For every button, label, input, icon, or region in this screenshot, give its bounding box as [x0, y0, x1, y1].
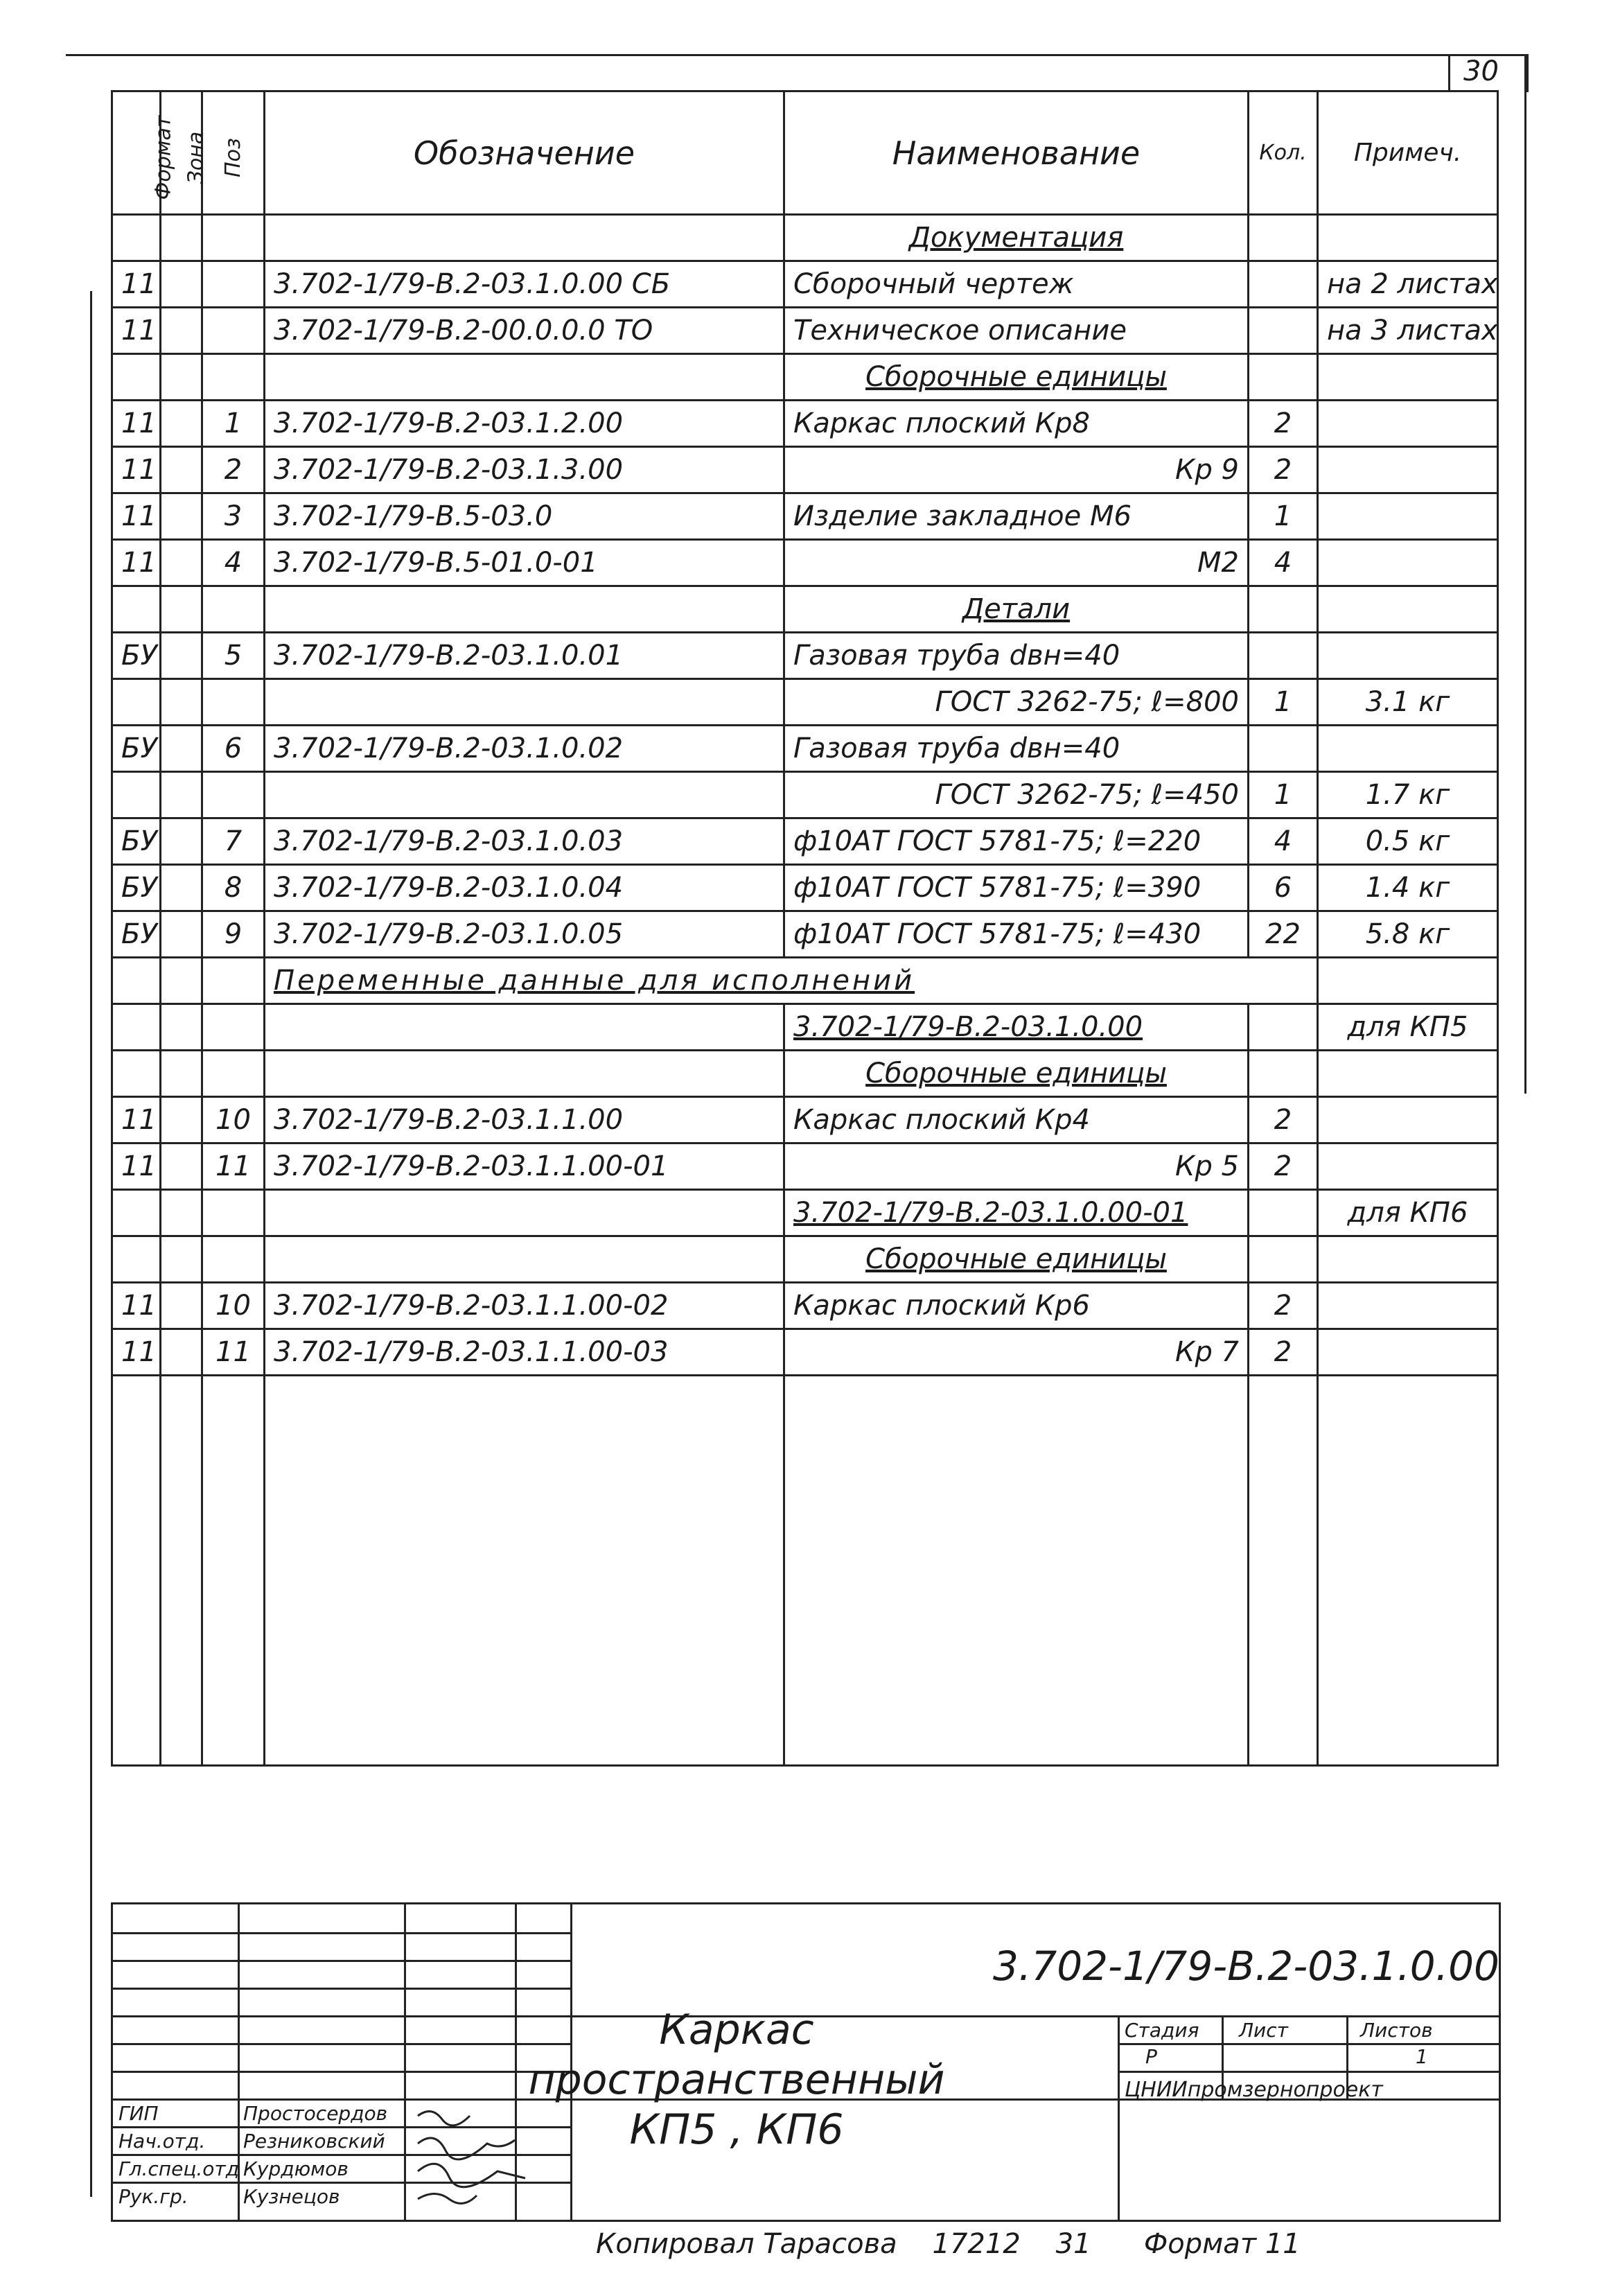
- table-row: [112, 818, 1498, 865]
- table-row: [112, 958, 1498, 1004]
- role-chief-spec: Гл.спец.отд: [118, 2157, 240, 2180]
- cell-format: 11: [112, 308, 161, 354]
- page-number: 31: [1055, 2228, 1091, 2260]
- cell-pos: 4: [202, 540, 265, 586]
- cell-designation: [265, 1190, 784, 1236]
- cell-format: 11: [112, 1143, 161, 1190]
- cell-designation: 3.702-1/79-В.2-03.1.0.03: [265, 818, 784, 865]
- cell-name: М2: [784, 540, 1249, 586]
- cell-name: ф10АТ ГОСТ 5781-75; ℓ=390: [784, 865, 1249, 911]
- table-row: [112, 865, 1498, 911]
- header-format: Формат: [112, 91, 161, 215]
- cell-note: 1.7 кг: [1318, 772, 1498, 818]
- cell-designation: 3.702-1/79-В.2-03.1.0.02: [265, 726, 784, 772]
- cell-zone: [161, 726, 202, 772]
- cell-qty: 2: [1249, 1329, 1318, 1376]
- cell-qty: 2: [1249, 1283, 1318, 1329]
- cell-format: 11: [112, 401, 161, 447]
- cell-zone: [161, 679, 202, 726]
- cell-pos: 5: [202, 633, 265, 679]
- cell-qty: 2: [1249, 401, 1318, 447]
- cell-qty: 1: [1249, 493, 1318, 540]
- cell-qty: [1249, 308, 1318, 354]
- cell-pos: 2: [202, 447, 265, 493]
- cell-zone: [161, 1329, 202, 1376]
- cell-note: [1318, 401, 1498, 447]
- cell-name: Кр 7: [784, 1329, 1249, 1376]
- cell-note: [1318, 447, 1498, 493]
- name-head-dept: Резниковский: [243, 2130, 385, 2153]
- cell-designation: 3.702-1/79-В.2-03.1.0.00 СБ: [265, 261, 784, 308]
- header-pos: Поз: [202, 91, 265, 215]
- cell-note: 3.1 кг: [1318, 679, 1498, 726]
- cell-note: [1318, 633, 1498, 679]
- copied-by: Копировал Тарасова: [596, 2228, 897, 2260]
- cell-zone: [161, 1190, 202, 1236]
- cell-pos: 10: [202, 1283, 265, 1329]
- table-row: [112, 215, 1498, 261]
- cell-format: БУ: [112, 726, 161, 772]
- cell-note: [1318, 1097, 1498, 1143]
- role-group-head: Рук.гр.: [118, 2185, 188, 2208]
- cell-qty: [1249, 1190, 1318, 1236]
- role-head-dept: Нач.отд.: [118, 2130, 206, 2153]
- table-row: [112, 1097, 1498, 1143]
- cell-note: 5.8 кг: [1318, 911, 1498, 958]
- table-row: [112, 1051, 1498, 1097]
- cell-format: 11: [112, 493, 161, 540]
- cell-designation: [265, 679, 784, 726]
- cell-note: 1.4 кг: [1318, 865, 1498, 911]
- cell-pos: 9: [202, 911, 265, 958]
- document-name: Каркас пространственный КП5 , КП6: [528, 2006, 945, 2154]
- table-row: [112, 1004, 1498, 1051]
- cell-format: 11: [112, 540, 161, 586]
- cell-qty: [1249, 633, 1318, 679]
- name-gip: Простосердов: [243, 2102, 388, 2125]
- cell-pos: 1: [202, 401, 265, 447]
- table-row: [112, 679, 1498, 726]
- cell-pos: [202, 261, 265, 308]
- cell-qty: 4: [1249, 540, 1318, 586]
- cell-designation: 3.702-1/79-В.2-03.1.1.00: [265, 1097, 784, 1143]
- cell-pos: 11: [202, 1329, 265, 1376]
- cell-pos: 8: [202, 865, 265, 911]
- cell-format: [112, 772, 161, 818]
- cell-note: [1318, 726, 1498, 772]
- cell-note: [1318, 1283, 1498, 1329]
- document-code: 3.702-1/79-В.2-03.1.0.00: [993, 1943, 1499, 1990]
- cell-designation: [265, 1004, 784, 1051]
- cell-pos: 7: [202, 818, 265, 865]
- cell-format: 11: [112, 261, 161, 308]
- organization: ЦНИИпромзернопроект: [1125, 2078, 1383, 2102]
- cell-zone: [161, 1097, 202, 1143]
- table-row: [112, 772, 1498, 818]
- cell-name: Каркас плоский Кр6: [784, 1283, 1249, 1329]
- cell-zone: [161, 1283, 202, 1329]
- cell-zone: [161, 911, 202, 958]
- header-zone: Зона: [161, 91, 202, 215]
- table-row: [112, 447, 1498, 493]
- cell-designation: 3.702-1/79-В.2-03.1.0.04: [265, 865, 784, 911]
- cell-name: Каркас плоский Кр8: [784, 401, 1249, 447]
- cell-name: Сборочный чертеж: [784, 261, 1249, 308]
- cell-name: Техническое описание: [784, 308, 1249, 354]
- cell-format: БУ: [112, 865, 161, 911]
- table-row: [112, 261, 1498, 308]
- table-row: [112, 586, 1498, 633]
- role-gip: ГИП: [118, 2102, 159, 2125]
- cell-zone: [161, 401, 202, 447]
- table-row: [112, 308, 1498, 354]
- cell-pos: [202, 679, 265, 726]
- table-row: [112, 1143, 1498, 1190]
- table-row: [112, 540, 1498, 586]
- table-row: [112, 354, 1498, 401]
- cell-name: ГОСТ 3262-75; ℓ=800: [784, 679, 1249, 726]
- cell-qty: 22: [1249, 911, 1318, 958]
- table-row: [112, 633, 1498, 679]
- cell-pos: 11: [202, 1143, 265, 1190]
- cell-designation: 3.702-1/79-В.5-03.0: [265, 493, 784, 540]
- cell-qty: 2: [1249, 447, 1318, 493]
- section-title: Сборочные единицы: [784, 354, 1249, 401]
- sheets-label: Листов: [1360, 2019, 1433, 2042]
- cell-pos: [202, 772, 265, 818]
- table-row: [112, 401, 1498, 447]
- header-qty: Кол.: [1249, 91, 1318, 215]
- section-title: Документация: [784, 215, 1249, 261]
- cell-note: [1318, 1329, 1498, 1376]
- specification-table: [111, 90, 1499, 1767]
- order-number: 17212: [932, 2228, 1021, 2260]
- header-note: Примеч.: [1318, 91, 1498, 215]
- cell-zone: [161, 493, 202, 540]
- cell-designation: 3.702-1/79-В.2-03.1.3.00: [265, 447, 784, 493]
- cell-zone: [161, 261, 202, 308]
- table-row: [112, 1329, 1498, 1376]
- cell-pos: [202, 1004, 265, 1051]
- section-title: Детали: [784, 586, 1249, 633]
- cell-format: БУ: [112, 911, 161, 958]
- cell-note: [1318, 1143, 1498, 1190]
- table-row: [112, 1236, 1498, 1283]
- cell-designation: 3.702-1/79-В.5-01.0-01: [265, 540, 784, 586]
- name-group-head: Кузнецов: [243, 2185, 340, 2208]
- cell-note: на 3 листах: [1318, 308, 1498, 354]
- cell-name: ф10АТ ГОСТ 5781-75; ℓ=430: [784, 911, 1249, 958]
- table-row: [112, 1283, 1498, 1329]
- cell-zone: [161, 1004, 202, 1051]
- cell-note: [1318, 493, 1498, 540]
- format-label: Формат 11: [1143, 2228, 1301, 2260]
- frame-left-line: [90, 291, 92, 2197]
- cell-format: [112, 679, 161, 726]
- cell-note: для КП5: [1318, 1004, 1498, 1051]
- cell-qty: [1249, 1004, 1318, 1051]
- empty-rows-area: [112, 1376, 1498, 1766]
- cell-qty: 1: [1249, 679, 1318, 726]
- cell-name: Каркас плоский Кр4: [784, 1097, 1249, 1143]
- footer-line: [596, 2228, 1301, 2260]
- frame-top-line: [66, 54, 1452, 56]
- cell-zone: [161, 308, 202, 354]
- table-row: [112, 493, 1498, 540]
- cell-pos: [202, 308, 265, 354]
- cell-zone: [161, 447, 202, 493]
- cell-note: 0.5 кг: [1318, 818, 1498, 865]
- cell-name: Кр 9: [784, 447, 1249, 493]
- cell-qty: 6: [1249, 865, 1318, 911]
- cell-zone: [161, 865, 202, 911]
- cell-name: ф10АТ ГОСТ 5781-75; ℓ=220: [784, 818, 1249, 865]
- variant-data-title: Переменные данные для исполнений: [265, 958, 1318, 1004]
- cell-designation: 3.702-1/79-В.2-03.1.0.01: [265, 633, 784, 679]
- cell-designation: 3.702-1/79-В.2-00.0.0.0 ТО: [265, 308, 784, 354]
- sheets-value: 1: [1416, 2045, 1428, 2068]
- cell-note: для КП6: [1318, 1190, 1498, 1236]
- section-title: Сборочные единицы: [784, 1236, 1249, 1283]
- sheet-label: Лист: [1239, 2019, 1288, 2042]
- cell-name: Газовая труба dвн=40: [784, 633, 1249, 679]
- cell-qty: 2: [1249, 1097, 1318, 1143]
- cell-format: [112, 1004, 161, 1051]
- sheet-number: 30: [1463, 55, 1499, 87]
- title-block: [111, 1902, 1501, 2222]
- cell-name: 3.702-1/79-В.2-03.1.0.00-01: [784, 1190, 1249, 1236]
- cell-name: ГОСТ 3262-75; ℓ=450: [784, 772, 1249, 818]
- cell-zone: [161, 1143, 202, 1190]
- cell-designation: 3.702-1/79-В.2-03.1.1.00-01: [265, 1143, 784, 1190]
- name-chief-spec: Курдюмов: [243, 2157, 349, 2180]
- table-header-row: [112, 91, 1498, 215]
- cell-designation: 3.702-1/79-В.2-03.1.1.00-03: [265, 1329, 784, 1376]
- cell-zone: [161, 818, 202, 865]
- stage-value: Р: [1145, 2045, 1157, 2068]
- cell-qty: 2: [1249, 1143, 1318, 1190]
- cell-zone: [161, 540, 202, 586]
- frame-right-line: [1524, 54, 1526, 1094]
- cell-name: Кр 5: [784, 1143, 1249, 1190]
- cell-zone: [161, 772, 202, 818]
- section-title: Сборочные единицы: [784, 1051, 1249, 1097]
- table-row: [112, 1190, 1498, 1236]
- cell-note: [1318, 540, 1498, 586]
- cell-designation: 3.702-1/79-В.2-03.1.1.00-02: [265, 1283, 784, 1329]
- header-name: Наименование: [784, 91, 1249, 215]
- cell-name: 3.702-1/79-В.2-03.1.0.00: [784, 1004, 1249, 1051]
- cell-format: БУ: [112, 818, 161, 865]
- cell-qty: [1249, 726, 1318, 772]
- cell-pos: 10: [202, 1097, 265, 1143]
- cell-name: Газовая труба dвн=40: [784, 726, 1249, 772]
- cell-designation: 3.702-1/79-В.2-03.1.0.05: [265, 911, 784, 958]
- cell-format: [112, 1190, 161, 1236]
- cell-name: Изделие закладное М6: [784, 493, 1249, 540]
- cell-format: 11: [112, 1097, 161, 1143]
- cell-qty: 4: [1249, 818, 1318, 865]
- table-row: [112, 911, 1498, 958]
- cell-designation: 3.702-1/79-В.2-03.1.2.00: [265, 401, 784, 447]
- cell-designation: [265, 772, 784, 818]
- cell-qty: 1: [1249, 772, 1318, 818]
- cell-pos: 3: [202, 493, 265, 540]
- cell-note: на 2 листах: [1318, 261, 1498, 308]
- table-row: [112, 726, 1498, 772]
- header-designation: Обозначение: [265, 91, 784, 215]
- cell-pos: [202, 1190, 265, 1236]
- cell-qty: [1249, 261, 1318, 308]
- cell-pos: 6: [202, 726, 265, 772]
- stage-label: Стадия: [1125, 2019, 1199, 2042]
- cell-format: 11: [112, 1329, 161, 1376]
- cell-format: 11: [112, 447, 161, 493]
- signatures-icon: [411, 2102, 577, 2213]
- cell-zone: [161, 633, 202, 679]
- cell-format: БУ: [112, 633, 161, 679]
- cell-format: 11: [112, 1283, 161, 1329]
